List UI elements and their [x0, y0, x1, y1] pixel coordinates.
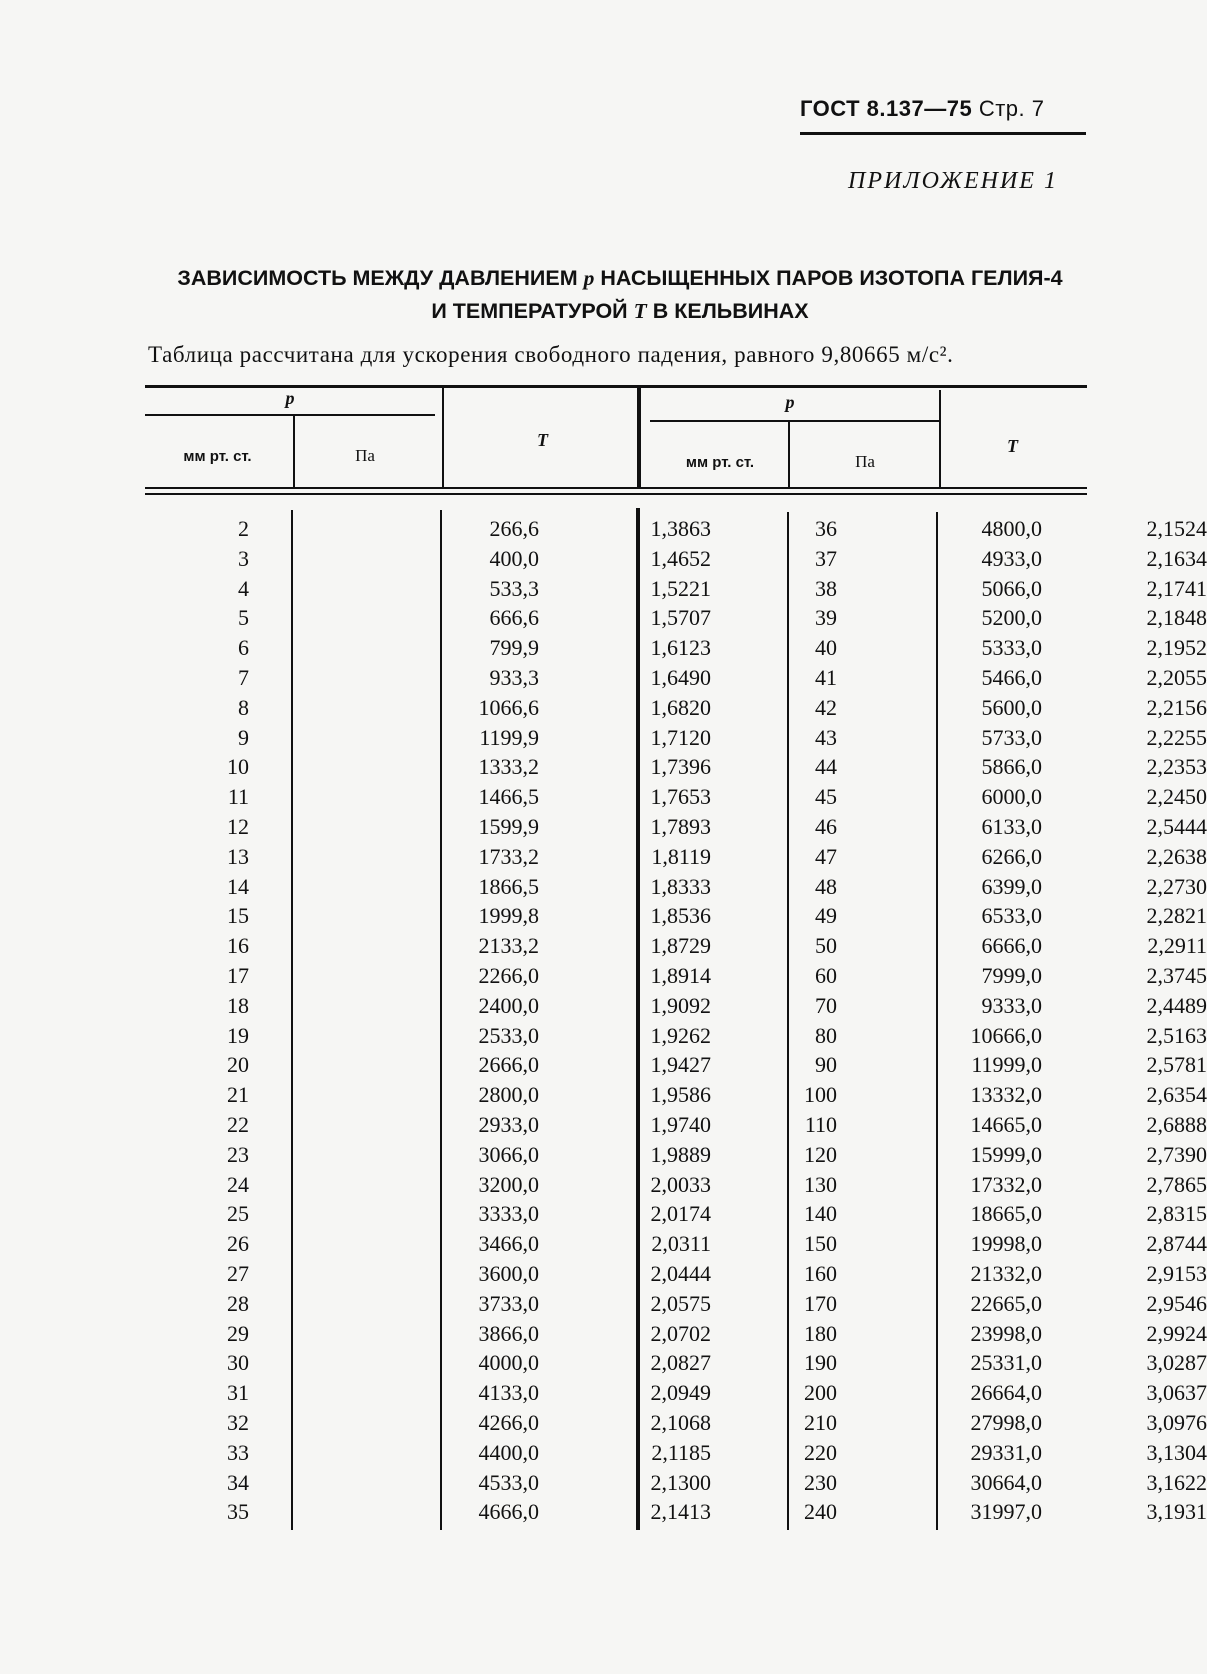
cell-mm-hg: 25: [227, 1201, 249, 1227]
table-row: [145, 1050, 1207, 1080]
cell-mm-hg: 40: [815, 635, 837, 661]
cell-pa: 23998,0: [970, 1320, 1042, 1346]
cell-mm-hg: 30: [227, 1350, 249, 1376]
cell-temperature: 2,1524: [1146, 516, 1207, 541]
cell-pa: 6266,0: [981, 843, 1042, 869]
cell-pa: 6533,0: [981, 903, 1042, 929]
cell-temperature: 3,1622: [1146, 1469, 1207, 1495]
cell-temperature: 2,1848: [1146, 605, 1207, 631]
cell-pa: 666,6: [489, 605, 539, 631]
cell-pa: 5066,0: [981, 575, 1042, 601]
title-text: В КЕЛЬВИНАХ: [652, 299, 809, 323]
cell-temperature: 2,5163: [1146, 1022, 1207, 1048]
cell-temperature: 2,3745: [1146, 962, 1207, 988]
cell-pa: 30664,0: [970, 1469, 1042, 1495]
cell-pa: 3600,0: [478, 1260, 539, 1286]
document-code: ГОСТ 8.137—75: [800, 96, 973, 121]
cell-temperature: 2,6354: [1146, 1082, 1207, 1108]
table-row: [145, 1259, 1207, 1289]
cell-temperature: 3,1931: [1146, 1499, 1207, 1525]
table-row: [145, 931, 1207, 961]
cell-temperature: 2,1185: [651, 1439, 711, 1465]
cell-temperature: 1,6820: [650, 694, 711, 720]
cell-mm-hg: 4: [238, 575, 249, 601]
title-text: НАСЫЩЕННЫХ ПАРОВ ИЗОТОПА ГЕЛИЯ-4: [600, 266, 1063, 290]
cell-temperature: 2,0174: [650, 1201, 711, 1227]
cell-temperature: 2,0827: [650, 1350, 711, 1376]
cell-mm-hg: 46: [815, 813, 837, 839]
cell-pa: 3733,0: [478, 1290, 539, 1316]
table-row: [145, 723, 1207, 753]
appendix-label: ПРИЛОЖЕНИЕ 1: [848, 168, 1058, 194]
title-line-1: [140, 262, 1100, 295]
cell-temperature: 1,7120: [650, 724, 711, 750]
cell-pa: 21332,0: [970, 1260, 1042, 1286]
cell-pa: 5866,0: [981, 754, 1042, 780]
cell-pa: 2533,0: [478, 1022, 539, 1048]
cell-pa: 4933,0: [981, 545, 1042, 571]
cell-temperature: 1,9889: [650, 1141, 711, 1167]
cell-mm-hg: 200: [804, 1380, 837, 1406]
cell-pa: 1466,5: [478, 784, 539, 810]
cell-mm-hg: 11: [227, 784, 249, 810]
title-text: И ТЕМПЕРАТУРОЙ: [431, 299, 628, 323]
cell-mm-hg: 41: [815, 664, 837, 690]
cell-mm-hg: 5: [238, 605, 249, 631]
table-row: [145, 1229, 1207, 1259]
cell-mm-hg: 35: [227, 1499, 249, 1525]
cell-mm-hg: 2: [238, 516, 249, 541]
cell-mm-hg: 230: [804, 1469, 837, 1495]
table-row: [145, 693, 1207, 723]
table-row: [145, 1140, 1207, 1170]
cell-mm-hg: 26: [227, 1231, 249, 1257]
cell-temperature: 3,0287: [1146, 1350, 1207, 1376]
cell-temperature: 3,1304: [1146, 1439, 1207, 1465]
cell-pa: 4000,0: [478, 1350, 539, 1376]
cell-mm-hg: 220: [804, 1439, 837, 1465]
cell-temperature: 2,1634: [1146, 545, 1207, 571]
cell-pa: 11999,0: [971, 1052, 1042, 1078]
cell-mm-hg: 14: [227, 873, 249, 899]
table-row: [145, 1438, 1207, 1468]
table-row: [145, 1199, 1207, 1229]
cell-mm-hg: 6: [238, 635, 249, 661]
cell-pa: 31997,0: [970, 1499, 1042, 1525]
cell-temperature: 2,9924: [1146, 1320, 1207, 1346]
cell-temperature: 1,8536: [650, 903, 711, 929]
header-vrule: [788, 420, 790, 489]
cell-mm-hg: 90: [815, 1052, 837, 1078]
cell-mm-hg: 42: [815, 694, 837, 720]
cell-pa: 533,3: [489, 575, 539, 601]
cell-mm-hg: 17: [227, 962, 249, 988]
cell-pa: 6399,0: [981, 873, 1042, 899]
cell-mm-hg: 19: [227, 1022, 249, 1048]
cell-mm-hg: 150: [804, 1231, 837, 1257]
table-body: [145, 514, 1207, 1527]
cell-mm-hg: 48: [815, 873, 837, 899]
cell-mm-hg: 24: [227, 1171, 249, 1197]
cell-mm-hg: 20: [227, 1052, 249, 1078]
cell-temperature: 2,2450: [1146, 784, 1207, 810]
cell-pa: 15999,0: [970, 1141, 1042, 1167]
cell-mm-hg: 140: [804, 1201, 837, 1227]
cell-pa: 3066,0: [478, 1141, 539, 1167]
cell-temperature: 2,2353: [1146, 754, 1207, 780]
cell-mm-hg: 22: [227, 1111, 249, 1137]
cell-pa: 266,6: [489, 516, 539, 541]
cell-pa: 5733,0: [981, 724, 1042, 750]
header-bottom-rule: [145, 487, 1087, 489]
cell-pa: 18665,0: [970, 1201, 1042, 1227]
cell-pa: 1999,8: [478, 903, 539, 929]
cell-pa: 29331,0: [970, 1439, 1042, 1465]
title-variable-t: T: [633, 299, 647, 323]
cell-temperature: 2,9546: [1146, 1290, 1207, 1316]
cell-pa: 3466,0: [478, 1231, 539, 1257]
cell-temperature: 1,5221: [650, 575, 711, 601]
cell-temperature: 1,5707: [650, 605, 711, 631]
cell-temperature: 2,7865: [1146, 1171, 1207, 1197]
cell-temperature: 1,3863: [650, 516, 711, 541]
cell-pa: 4133,0: [478, 1380, 539, 1406]
page-header: [800, 96, 1045, 122]
cell-temperature: 2,2055: [1146, 664, 1207, 690]
cell-temperature: 2,8744: [1146, 1231, 1207, 1257]
cell-mm-hg: 43: [815, 724, 837, 750]
cell-mm-hg: 15: [227, 903, 249, 929]
cell-pa: 13332,0: [970, 1082, 1042, 1108]
cell-temperature: 2,4489: [1146, 992, 1207, 1018]
header-mm-right: мм рт. ст.: [685, 454, 755, 471]
cell-temperature: 1,7396: [650, 754, 711, 780]
cell-pa: 26664,0: [970, 1380, 1042, 1406]
cell-temperature: 2,1300: [650, 1469, 711, 1495]
table-row: [145, 603, 1207, 633]
cell-pa: 2933,0: [478, 1111, 539, 1137]
cell-mm-hg: 240: [804, 1499, 837, 1525]
table-row: [145, 1110, 1207, 1140]
cell-pa: 6000,0: [981, 784, 1042, 810]
cell-temperature: 3,0637: [1146, 1380, 1207, 1406]
cell-pa: 1599,9: [478, 813, 539, 839]
cell-pa: 25331,0: [970, 1350, 1042, 1376]
cell-pa: 400,0: [489, 545, 539, 571]
page-number: Стр. 7: [978, 96, 1045, 121]
cell-pa: 3866,0: [478, 1320, 539, 1346]
cell-pa: 2266,0: [478, 962, 539, 988]
table-row: [145, 1378, 1207, 1408]
cell-pa: 5200,0: [981, 605, 1042, 631]
cell-temperature: 1,9586: [650, 1082, 711, 1108]
cell-pa: 6133,0: [981, 813, 1042, 839]
cell-pa: 17332,0: [970, 1171, 1042, 1197]
header-vrule: [293, 414, 295, 489]
cell-mm-hg: 31: [227, 1380, 249, 1406]
table-row: [145, 633, 1207, 663]
table-row: [145, 901, 1207, 931]
cell-temperature: 2,0311: [651, 1231, 711, 1257]
cell-mm-hg: 16: [227, 933, 249, 959]
cell-temperature: 2,7390: [1146, 1141, 1207, 1167]
table-note: Таблица рассчитана для ускорения свободного падения, равного 9,80665 м/с².: [148, 342, 954, 367]
cell-pa: 19998,0: [970, 1231, 1042, 1257]
cell-mm-hg: 8: [238, 694, 249, 720]
cell-temperature: 2,0033: [650, 1171, 711, 1197]
cell-pa: 1733,2: [478, 843, 539, 869]
cell-mm-hg: 29: [227, 1320, 249, 1346]
cell-mm-hg: 13: [227, 843, 249, 869]
cell-temperature: 2,1741: [1146, 575, 1207, 601]
cell-mm-hg: 130: [804, 1171, 837, 1197]
table-row: [145, 812, 1207, 842]
cell-mm-hg: 100: [804, 1082, 837, 1108]
table-row: [145, 782, 1207, 812]
table-row: [145, 991, 1207, 1021]
table-row: [145, 872, 1207, 902]
cell-mm-hg: 60: [815, 962, 837, 988]
cell-temperature: 1,9262: [650, 1022, 711, 1048]
cell-mm-hg: 33: [227, 1439, 249, 1465]
cell-pa: 9333,0: [981, 992, 1042, 1018]
cell-mm-hg: 23: [227, 1141, 249, 1167]
document-title: [140, 262, 1100, 328]
header-t-left: T: [537, 430, 548, 450]
title-line-2: [140, 295, 1100, 328]
header-vrule: [442, 386, 444, 489]
table-row: [145, 1348, 1207, 1378]
cell-mm-hg: 80: [815, 1022, 837, 1048]
header-p-right: p: [785, 392, 795, 412]
cell-temperature: 1,7893: [650, 813, 711, 839]
table-row: [145, 1289, 1207, 1319]
cell-temperature: 2,2156: [1146, 694, 1207, 720]
cell-temperature: 1,9427: [650, 1052, 711, 1078]
header-pa-right: Па: [855, 452, 875, 471]
table-row: [145, 514, 1207, 544]
cell-mm-hg: 12: [227, 813, 249, 839]
cell-pa: 2666,0: [478, 1052, 539, 1078]
title-variable-p: p: [583, 266, 595, 290]
cell-pa: 1066,6: [478, 694, 539, 720]
cell-temperature: 3,0976: [1146, 1409, 1207, 1435]
table-row: [145, 574, 1207, 604]
header-vrule: [637, 386, 641, 489]
cell-mm-hg: 110: [804, 1111, 837, 1137]
table-row: [145, 1319, 1207, 1349]
table-row: [145, 961, 1207, 991]
cell-pa: 6666,0: [981, 933, 1042, 959]
cell-pa: 4666,0: [478, 1499, 539, 1525]
cell-mm-hg: 170: [804, 1290, 837, 1316]
cell-temperature: 2,2911: [1147, 933, 1207, 959]
table-row: [145, 1497, 1207, 1527]
cell-mm-hg: 50: [815, 933, 837, 959]
table-row: [145, 1170, 1207, 1200]
header-t-right: T: [1007, 436, 1018, 456]
header-mm-left: мм рт. ст.: [183, 448, 252, 465]
header-pa-left: Па: [355, 446, 375, 465]
cell-temperature: 2,5444: [1146, 813, 1207, 839]
cell-pa: 4533,0: [478, 1469, 539, 1495]
cell-temperature: 1,6123: [650, 635, 711, 661]
cell-pa: 1333,2: [478, 754, 539, 780]
cell-temperature: 1,4652: [650, 545, 711, 571]
table-row: [145, 1408, 1207, 1438]
cell-temperature: 2,0702: [650, 1320, 711, 1346]
cell-pa: 1199,9: [479, 724, 539, 750]
cell-temperature: 2,2730: [1146, 873, 1207, 899]
cell-mm-hg: 32: [227, 1409, 249, 1435]
cell-mm-hg: 18: [227, 992, 249, 1018]
cell-pa: 933,3: [489, 664, 539, 690]
cell-temperature: 2,2638: [1146, 843, 1207, 869]
cell-pa: 14665,0: [970, 1111, 1042, 1137]
cell-temperature: 1,8333: [650, 873, 711, 899]
cell-mm-hg: 70: [815, 992, 837, 1018]
cell-mm-hg: 38: [815, 575, 837, 601]
cell-mm-hg: 49: [815, 903, 837, 929]
cell-pa: 5466,0: [981, 664, 1042, 690]
cell-temperature: 1,8729: [650, 933, 711, 959]
cell-pa: 3333,0: [478, 1201, 539, 1227]
cell-temperature: 2,2821: [1146, 903, 1207, 929]
table-row: [145, 1021, 1207, 1051]
header-subrule-left: [145, 414, 435, 416]
table-row: [145, 544, 1207, 574]
table-row: [145, 1080, 1207, 1110]
cell-temperature: 2,9153: [1146, 1260, 1207, 1286]
cell-mm-hg: 180: [804, 1320, 837, 1346]
cell-mm-hg: 44: [815, 754, 837, 780]
cell-mm-hg: 36: [815, 516, 837, 541]
cell-pa: 5333,0: [981, 635, 1042, 661]
cell-temperature: 2,1413: [650, 1499, 711, 1525]
table-row: [145, 842, 1207, 872]
cell-mm-hg: 3: [238, 545, 249, 571]
cell-pa: 2800,0: [478, 1082, 539, 1108]
cell-temperature: 1,8119: [651, 843, 711, 869]
table-row: [145, 663, 1207, 693]
header-subrule-right: [650, 420, 940, 422]
cell-mm-hg: 210: [804, 1409, 837, 1435]
cell-mm-hg: 160: [804, 1260, 837, 1286]
cell-temperature: 2,2255: [1146, 724, 1207, 750]
cell-mm-hg: 27: [227, 1260, 249, 1286]
cell-temperature: 1,9092: [650, 992, 711, 1018]
cell-pa: 4800,0: [981, 516, 1042, 541]
cell-temperature: 1,7653: [650, 784, 711, 810]
cell-pa: 4400,0: [478, 1439, 539, 1465]
cell-mm-hg: 9: [238, 724, 249, 750]
cell-mm-hg: 34: [227, 1469, 249, 1495]
cell-pa: 22665,0: [970, 1290, 1042, 1316]
table-row: [145, 1468, 1207, 1498]
header-p-left: p: [285, 388, 295, 408]
header-rule: [800, 132, 1086, 135]
cell-mm-hg: 39: [815, 605, 837, 631]
title-text: ЗАВИСИМОСТЬ МЕЖДУ ДАВЛЕНИЕМ: [177, 266, 578, 290]
cell-mm-hg: 190: [804, 1350, 837, 1376]
cell-pa: 2400,0: [478, 992, 539, 1018]
cell-temperature: 2,5781: [1146, 1052, 1207, 1078]
cell-mm-hg: 45: [815, 784, 837, 810]
cell-temperature: 2,0444: [650, 1260, 711, 1286]
cell-temperature: 2,1952: [1146, 635, 1207, 661]
cell-temperature: 2,8315: [1146, 1201, 1207, 1227]
cell-temperature: 1,8914: [650, 962, 711, 988]
cell-mm-hg: 7: [238, 664, 249, 690]
cell-temperature: 1,9740: [650, 1111, 711, 1137]
cell-mm-hg: 120: [804, 1141, 837, 1167]
cell-pa: 5600,0: [981, 694, 1042, 720]
table-row: [145, 752, 1207, 782]
cell-pa: 7999,0: [981, 962, 1042, 988]
cell-pa: 10666,0: [970, 1022, 1042, 1048]
cell-temperature: 2,6888: [1146, 1111, 1207, 1137]
cell-mm-hg: 10: [227, 754, 249, 780]
cell-pa: 27998,0: [970, 1409, 1042, 1435]
cell-pa: 2133,2: [478, 933, 539, 959]
header-bottom-rule: [145, 493, 1087, 495]
cell-mm-hg: 21: [227, 1082, 249, 1108]
cell-temperature: 2,1068: [650, 1409, 711, 1435]
cell-pa: 1866,5: [478, 873, 539, 899]
cell-pa: 4266,0: [478, 1409, 539, 1435]
cell-temperature: 2,0949: [650, 1380, 711, 1406]
cell-mm-hg: 47: [815, 843, 837, 869]
header-vrule: [939, 390, 941, 489]
cell-temperature: 2,0575: [650, 1290, 711, 1316]
cell-mm-hg: 37: [815, 545, 837, 571]
cell-temperature: 1,6490: [650, 664, 711, 690]
cell-pa: 799,9: [489, 635, 539, 661]
cell-mm-hg: 28: [227, 1290, 249, 1316]
cell-pa: 3200,0: [478, 1171, 539, 1197]
